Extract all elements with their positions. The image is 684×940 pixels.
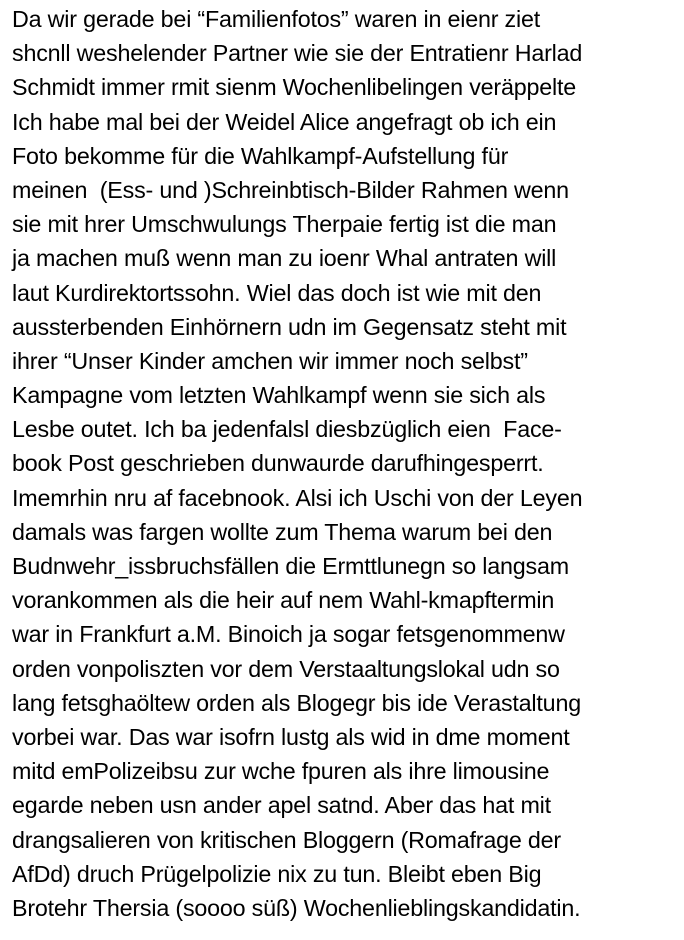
text-line: drangsalieren von kritischen Bloggern (Romafrage der (12, 826, 561, 853)
text-line: Da wir gerade bei “Familienfotos” waren in eienr ziet (12, 6, 540, 32)
document-text (12, 2, 684, 925)
text-line: egarde neben usn ander apel satnd. Aber das hat mit (12, 792, 551, 819)
text-line: book Post geschrieben dunwaurde darufhingesperrt. (12, 450, 544, 477)
text-line: orden vonpoliszten vor dem Verstaaltungslokal udn so (12, 655, 560, 682)
text-line: ja machen muß wenn man zu ioenr Whal antraten will (12, 245, 557, 272)
text-line: aussterbenden Einhörnern udn im Gegensatz steht mit (12, 313, 567, 340)
text-line: damals was fargen wollte zum Thema warum bei den (12, 518, 553, 545)
text-line: lang fetsghaöltew orden als Blogegr bis ide Verastaltung (12, 689, 581, 716)
text-line: ihrer “Unser Kinder amchen wir immer noch selbst” (12, 347, 528, 374)
text-line: meinen (Ess- und )Schreinbtisch-Bilder Rahmen wenn (12, 176, 569, 203)
text-line: vorankommen als die heir auf nem Wahl-kmapftermin (12, 587, 555, 614)
text-line: Brotehr Thersia (soooo süß) Wochenlieblingskandidatin. (12, 894, 581, 921)
text-line: mitd emPolizeibsu zur wche fpuren als ihre limousine (12, 758, 550, 785)
text-line: sie mit hrer Umschwulungs Therpaie fertig ist die man (12, 211, 557, 238)
text-line: shcnll weshelender Partner wie sie der Entratienr Harlad (12, 40, 583, 67)
text-line: war in Frankfurt a.M. Binoich ja sogar fetsgenommenw (12, 621, 565, 648)
text-line: Kampagne vom letzten Wahlkampf wenn sie sich als (12, 382, 546, 409)
text-line: Lesbe outet. Ich ba jedenfalsl diesbzüglich eien Face- (12, 416, 562, 443)
text-line: Schmidt immer rmit sienm Wochenlibelingen veräppelte (12, 74, 576, 101)
text-line: laut Kurdirektortssohn. Wiel das doch ist wie mit den (12, 279, 542, 306)
text-line: Budnwehr_issbruchsfällen die Ermttlunegn so langsam (12, 553, 569, 579)
text-line: Ich habe mal bei der Weidel Alice angefragt ob ich ein (12, 108, 557, 135)
text-line: Imemrhin nru af facebnook. Alsi ich Uschi von der Leyen (12, 484, 583, 511)
text-line: vorbei war. Das war isofrn lustg als wid in dme moment (12, 723, 570, 750)
text-line: AfDd) druch Prügelpolizie nix zu tun. Bleibt eben Big (12, 860, 542, 887)
text-line: Foto bekomme für die Wahlkampf-Aufstellung für (12, 142, 509, 169)
